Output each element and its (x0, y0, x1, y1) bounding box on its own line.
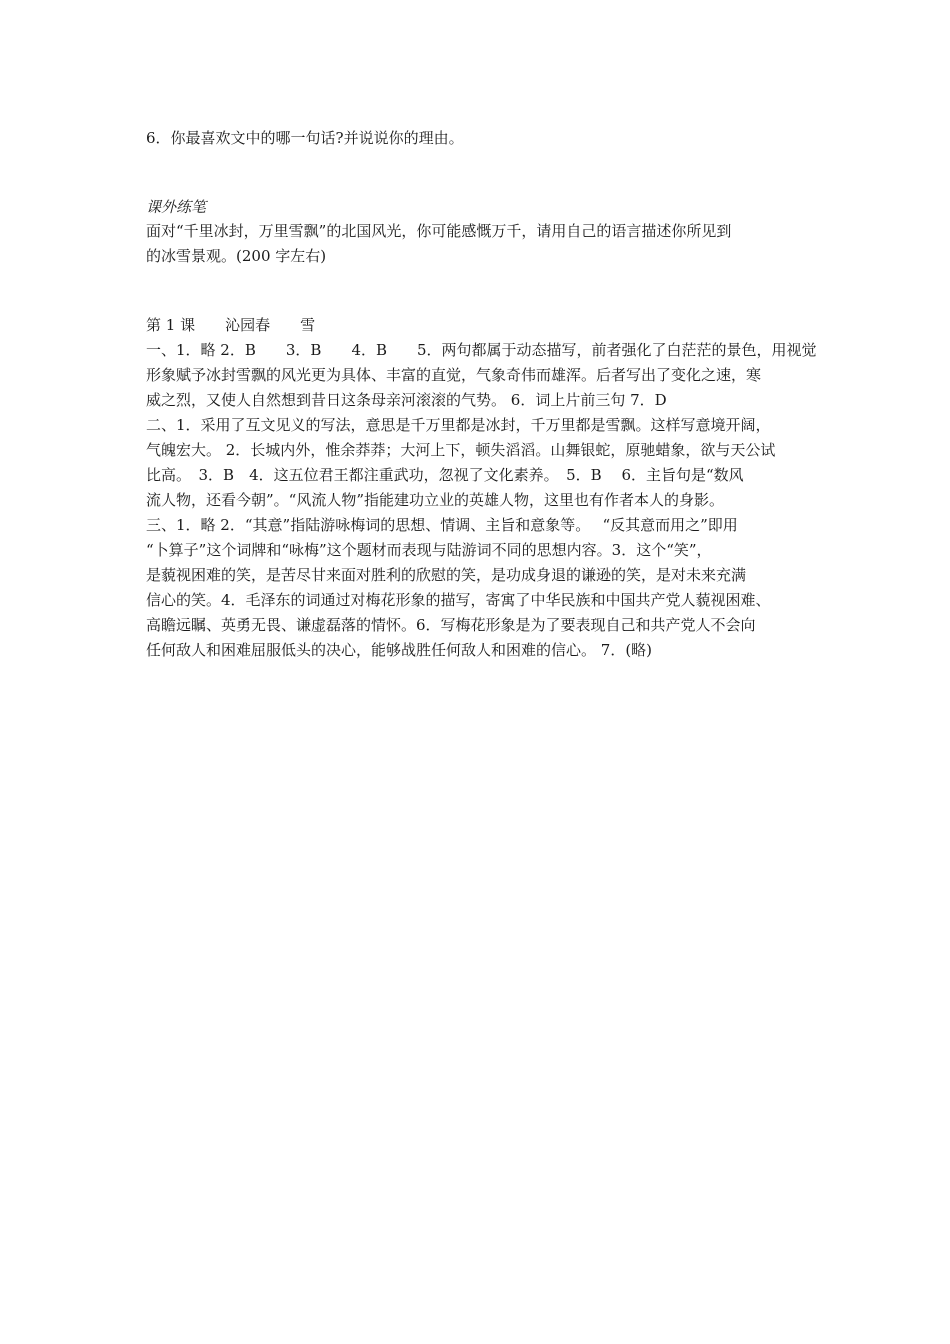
answers-heading: 第 1 课 沁园春 雪 (146, 316, 316, 334)
answer-line: 比高。 3．B 4．这五位君王都注重武功，忽视了文化素养。 5．B 6．主旨句是“数风 (146, 466, 744, 484)
question-6: 6．你最喜欢文中的哪一句话?并说说你的理由。 (146, 129, 464, 147)
answer-line: 三、1．略 2．“其意”指陆游咏梅词的思想、情调、主旨和意象等。 “反其意而用之”即用 (146, 516, 738, 534)
answer-line: 任何敌人和困难屈服低头的决心，能够战胜任何敌人和困难的信心。 7．(略) (146, 641, 653, 659)
answer-line: 威之烈，又使人自然想到昔日这条母亲河滚滚的气势。 6．词上片前三句 7．D (146, 391, 667, 409)
extracurricular-line: 面对“千里冰封，万里雪飘”的北国风光，你可能感慨万千，请用自己的语言描述你所见到 (146, 222, 732, 240)
answer-line: 信心的笑。4．毛泽东的词通过对梅花形象的描写，寄寓了中华民族和中国共产党人藐视困难、 (146, 591, 771, 609)
extracurricular-heading: 课外练笔 (146, 198, 207, 216)
answer-line: 形象赋予冰封雪飘的风光更为具体、丰富的直觉，气象奇伟而雄浑。后者写出了变化之速，寒 (146, 366, 762, 384)
answer-line: 一、1．略 2．B 3．B 4．B 5．两句都属于动态描写，前者强化了白茫茫的景色，用视觉 (146, 341, 817, 359)
answer-line: 流人物，还看今朝”。“风流人物”指能建功立业的英雄人物，这里也有作者本人的身影。 (146, 491, 725, 509)
answer-line: “卜算子”这个词牌和“咏梅”这个题材而表现与陆游词不同的思想内容。3．这个“笑”， (146, 541, 712, 559)
extracurricular-line: 的冰雪景观。(200 字左右) (146, 247, 327, 265)
answer-line: 气魄宏大。 2．长城内外，惟余莽莽；大河上下，顿失滔滔。山舞银蛇，原驰蜡象，欲与天公试 (146, 441, 776, 459)
answer-line: 高瞻远瞩、英勇无畏、谦虚磊落的情怀。6．写梅花形象是为了要表现自己和共产党人不会向 (146, 616, 756, 634)
answer-line: 是藐视困难的笑，是苦尽甘来面对胜利的欣慰的笑，是功成身退的谦逊的笑，是对未来充满 (146, 566, 747, 584)
answer-line: 二、1．采用了互文见义的写法，意思是千万里都是冰封，千万里都是雪飘。这样写意境开阔， (146, 416, 771, 434)
